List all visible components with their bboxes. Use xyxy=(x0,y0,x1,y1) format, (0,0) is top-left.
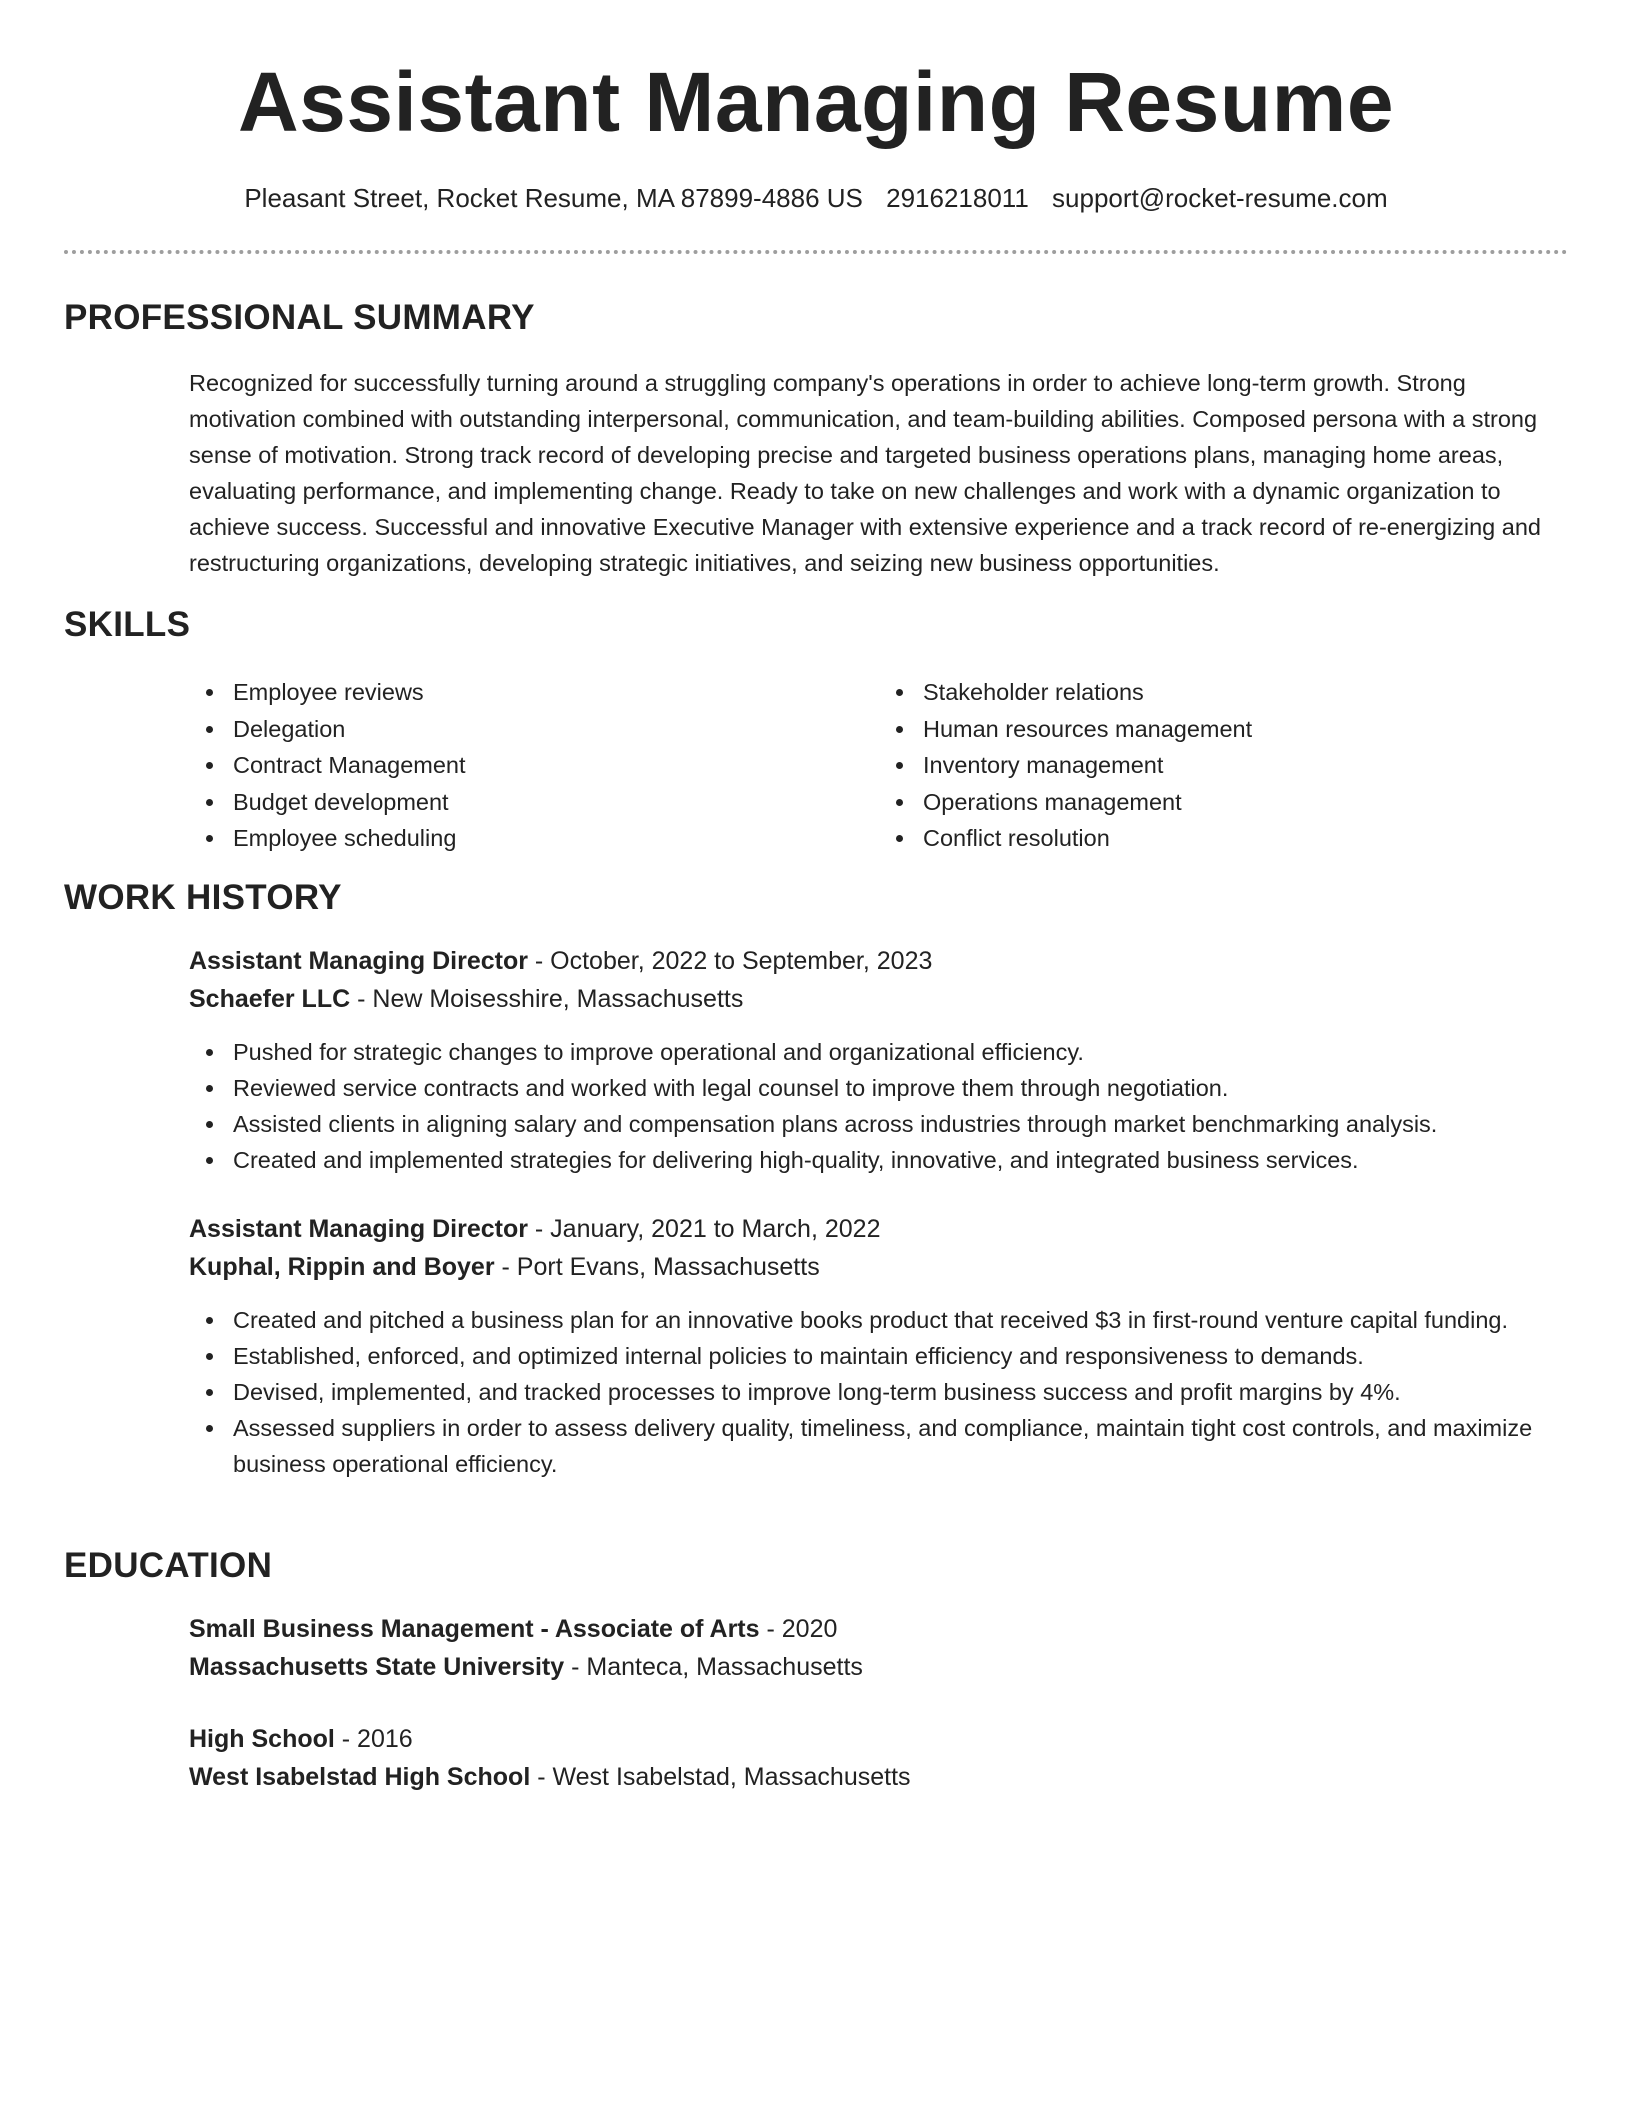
job-title: Assistant Managing Director xyxy=(189,947,528,975)
skill-item: Employee reviews xyxy=(233,674,879,711)
contact-phone: 2916218011 xyxy=(886,183,1029,213)
job-location: - New Moisesshire, Massachusetts xyxy=(350,985,744,1013)
edu-school: West Isabelstad High School xyxy=(189,1763,531,1791)
skill-item: Operations management xyxy=(923,784,1569,821)
job-title-line xyxy=(189,1210,880,1248)
contact-email: support@rocket-resume.com xyxy=(1052,183,1388,213)
skill-item: Contract Management xyxy=(233,747,879,784)
skill-item: Inventory management xyxy=(923,747,1569,784)
list-item: Pushed for strategic changes to improve operational and organizational efficiency. xyxy=(233,1034,1593,1070)
edu-year: - 2016 xyxy=(334,1725,413,1753)
job-title: Assistant Managing Director xyxy=(189,1215,528,1243)
skills-column-left xyxy=(189,674,879,857)
contact-line xyxy=(0,180,1632,216)
edu-year: - 2020 xyxy=(759,1615,838,1643)
work-heading: WORK HISTORY xyxy=(64,878,342,917)
edu-degree: High School xyxy=(189,1725,335,1753)
skill-item: Conflict resolution xyxy=(923,820,1569,857)
skill-item: Stakeholder relations xyxy=(923,674,1569,711)
edu-school: Massachusetts State University xyxy=(189,1653,565,1681)
edu-school-line xyxy=(189,1758,911,1796)
job-bullets xyxy=(189,1302,1593,1482)
skill-item: Delegation xyxy=(233,711,879,748)
list-item: Established, enforced, and optimized internal policies to maintain efficiency and responsiveness to demands. xyxy=(233,1338,1593,1374)
skills-column-right xyxy=(879,674,1569,857)
edu-location: - Manteca, Massachusetts xyxy=(564,1653,863,1681)
summary-heading: PROFESSIONAL SUMMARY xyxy=(64,298,535,337)
header-divider xyxy=(64,250,1568,254)
job-company-line xyxy=(189,1248,820,1286)
job-title-line xyxy=(189,942,932,980)
list-item: Devised, implemented, and tracked processes to improve long-term business success and profit margins by 4%. xyxy=(233,1374,1593,1410)
list-item: Assisted clients in aligning salary and compensation plans across industries through market benchmarking analysis. xyxy=(233,1106,1593,1142)
edu-degree-line xyxy=(189,1610,837,1648)
edu-location: - West Isabelstad, Massachusetts xyxy=(530,1763,911,1791)
job-dates: - October, 2022 to September, 2023 xyxy=(527,947,933,975)
job-company: Kuphal, Rippin and Boyer xyxy=(189,1253,495,1281)
skill-item: Human resources management xyxy=(923,711,1569,748)
edu-degree: Small Business Management - Associate of Arts xyxy=(189,1615,760,1643)
list-item: Created and implemented strategies for delivering high-quality, innovative, and integrated business services. xyxy=(233,1142,1593,1178)
skill-item: Employee scheduling xyxy=(233,820,879,857)
edu-school-line xyxy=(189,1648,863,1686)
list-item: Created and pitched a business plan for an innovative books product that received $3 in first-round venture capital funding. xyxy=(233,1302,1593,1338)
edu-degree-line xyxy=(189,1720,413,1758)
summary-text: Recognized for successfully turning around a struggling company's operations in order to achieve long-term growth. Strong motivation combined with outstanding interpersonal, communication, and team-building abilities. Composed persona with a strong sense of motivation. Strong track record of developing precise and targeted business operations plans, managing home areas, evaluating performance, and implementing change. Ready to take on new challenges and work with a dynamic organization to achieve success. Successful and innovative Executive Manager with extensive experience and a track record of re-energizing and restructuring organizations, developing strategic initiatives, and seizing new business opportunities. xyxy=(189,370,1541,576)
job-location: - Port Evans, Massachusetts xyxy=(494,1253,820,1281)
job-company-line xyxy=(189,980,743,1018)
job-bullets xyxy=(189,1034,1593,1178)
skill-item: Budget development xyxy=(233,784,879,821)
contact-address: Pleasant Street, Rocket Resume, MA 87899-4886 US xyxy=(244,183,863,213)
list-item: Reviewed service contracts and worked with legal counsel to improve them through negotiation. xyxy=(233,1070,1593,1106)
education-heading: EDUCATION xyxy=(64,1546,273,1585)
list-item: Assessed suppliers in order to assess delivery quality, timeliness, and compliance, maintain tight cost controls, and maximize business operational efficiency. xyxy=(233,1410,1593,1482)
skills-list xyxy=(189,674,1569,857)
job-company: Schaefer LLC xyxy=(189,985,351,1013)
resume-name: Assistant Managing Resume xyxy=(237,55,1395,149)
job-dates: - January, 2021 to March, 2022 xyxy=(527,1215,881,1243)
skills-heading: SKILLS xyxy=(64,605,191,644)
